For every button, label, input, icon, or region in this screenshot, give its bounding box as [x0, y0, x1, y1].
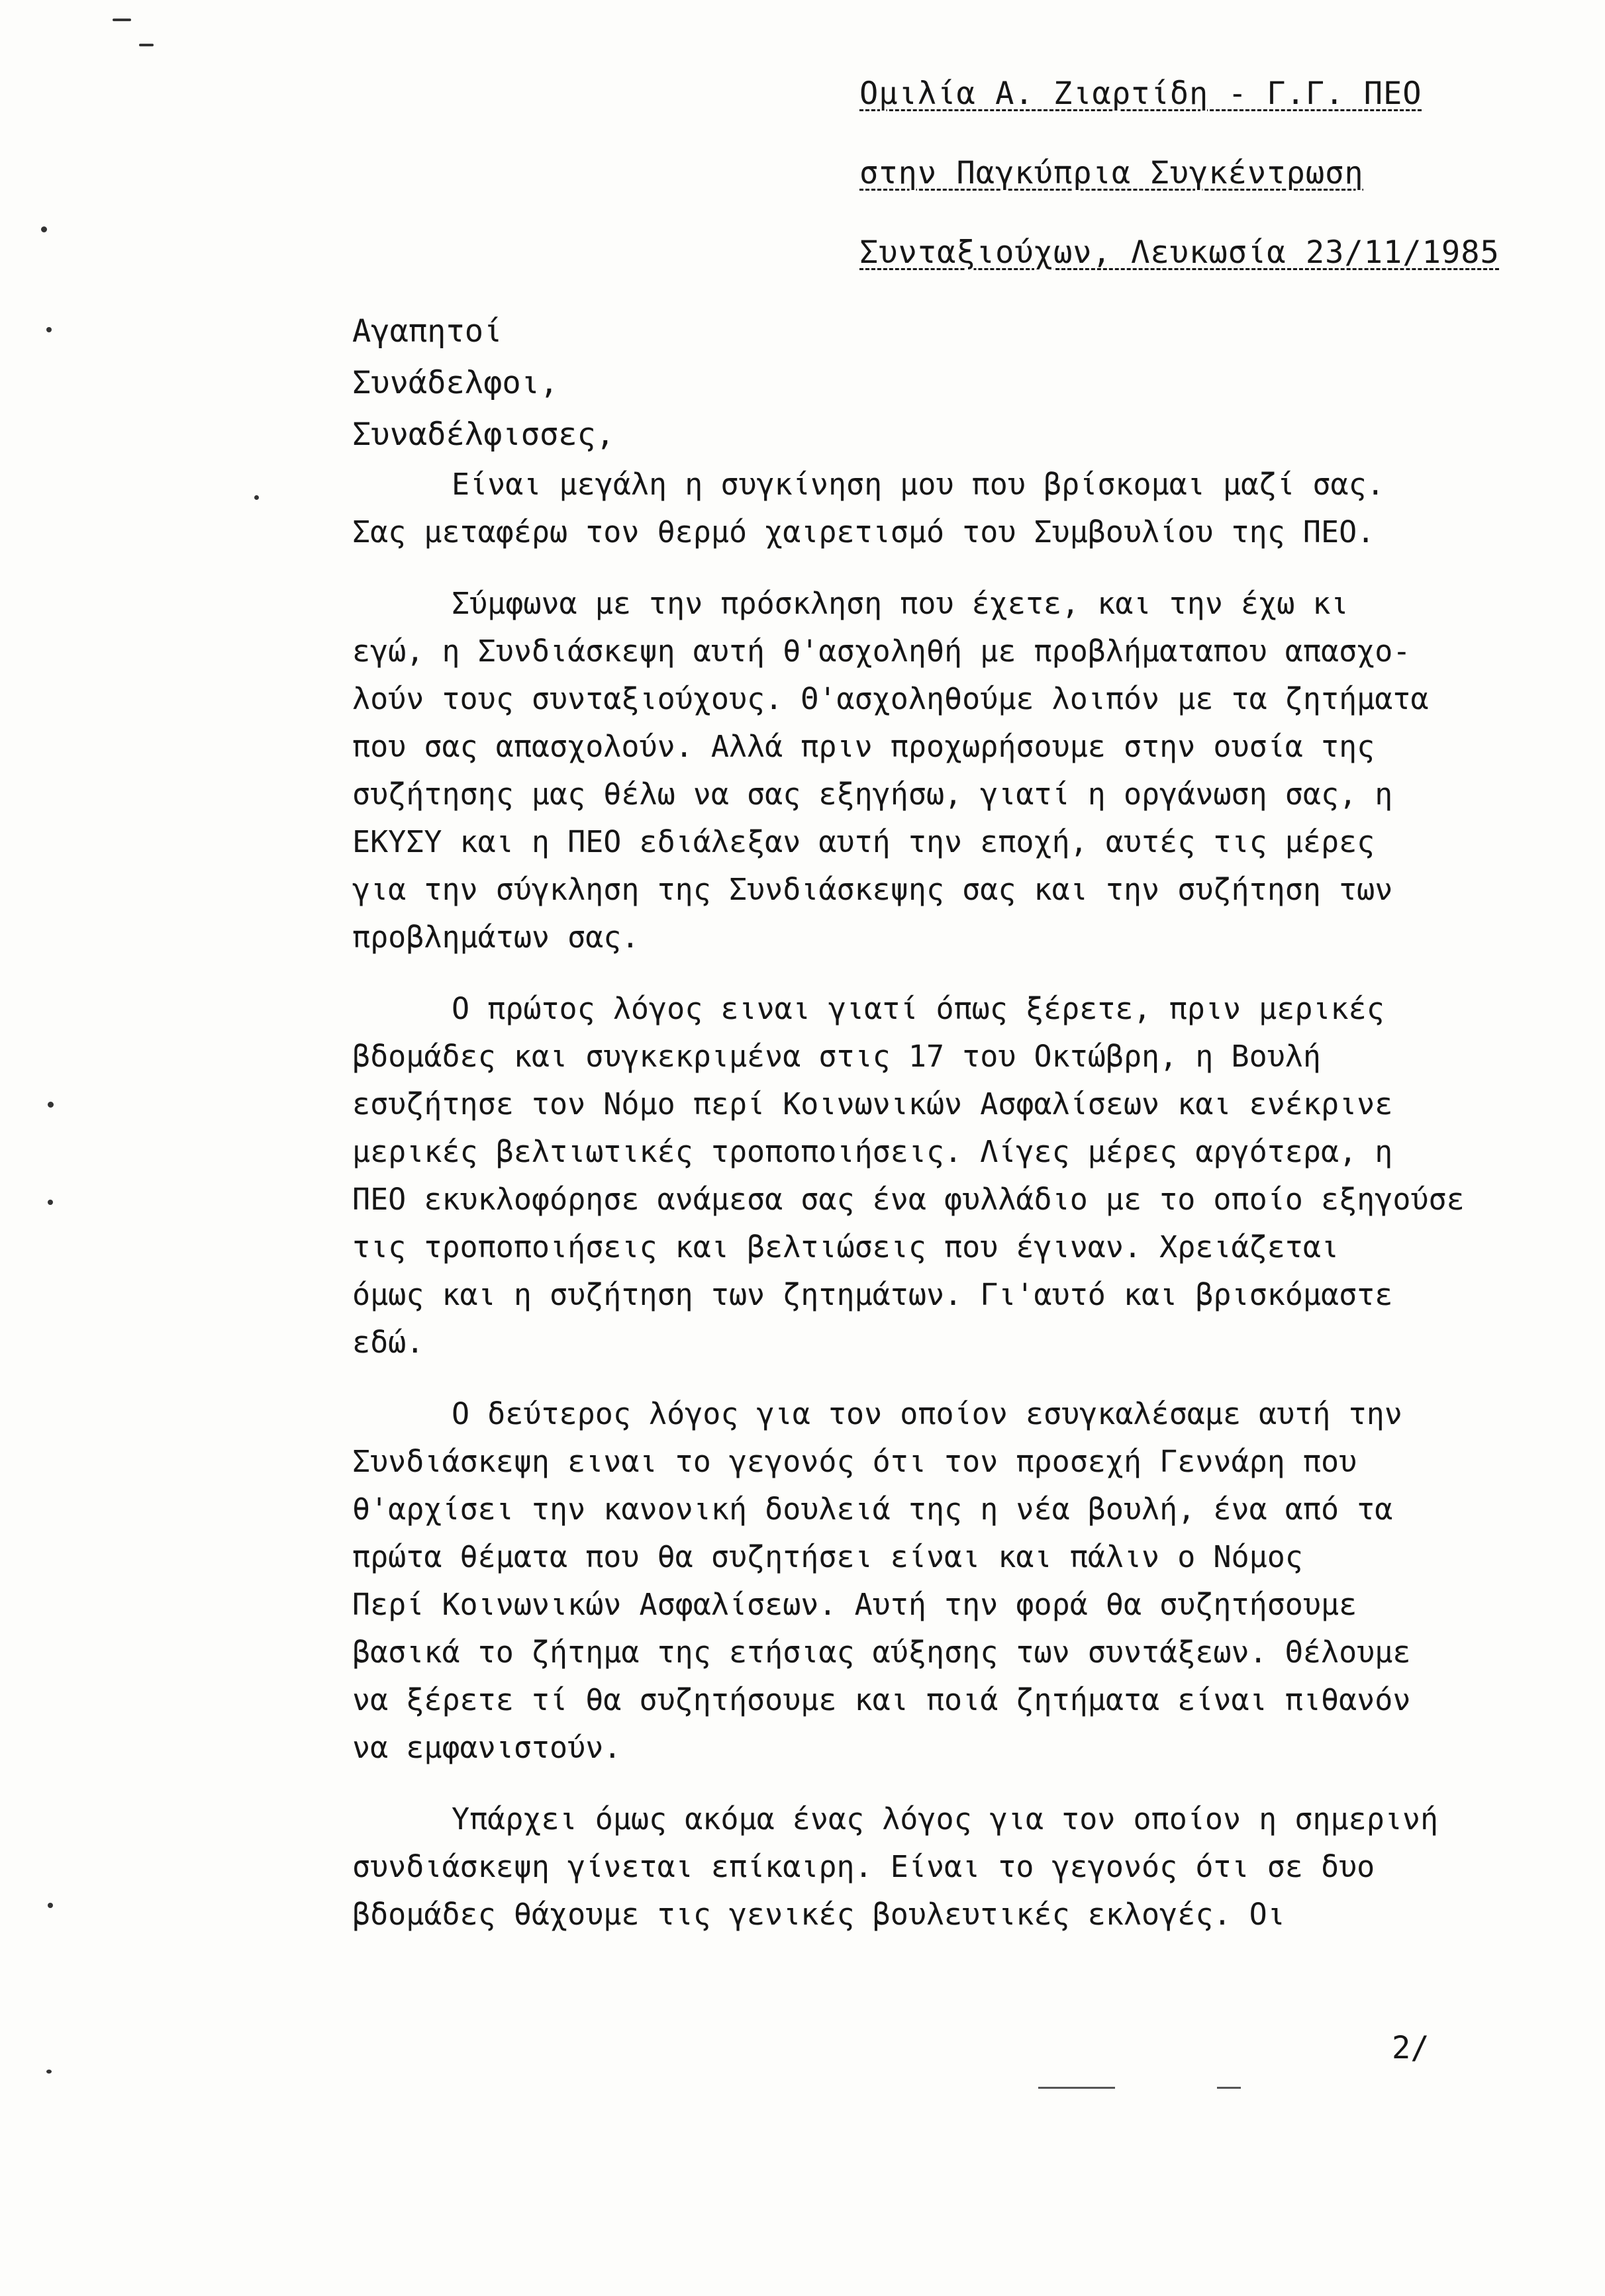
- salutation-line: Συνάδελφοι,: [352, 365, 559, 401]
- salutation: [352, 306, 614, 461]
- footer-dash-mark: [1038, 2087, 1115, 2089]
- text-line: Υπάρχει όμως ακόμα ένας λόγος για τον οποίον η σημερινή: [452, 1801, 1439, 1837]
- text-line: συζήτησης μας θέλω να σας εξηγήσω, γιατί η οργάνωση σας, η: [352, 777, 1393, 812]
- text-line: θ'αρχίσει την κανονική δουλειά της η νέα βουλή, ένα από τα: [352, 1492, 1393, 1527]
- text-line: εδώ.: [352, 1325, 424, 1360]
- text-line: να εμφανιστούν.: [352, 1730, 622, 1765]
- text-line: τις τροποποιήσεις και βελτιώσεις που έγιναν. Χρειάζεται: [352, 1229, 1339, 1265]
- text-line: ΕΚΥΣΥ και η ΠΕΟ εδιάλεξαν αυτή την εποχή, αυτές τις μέρες: [352, 824, 1375, 859]
- text-line: εσυζήτησε τον Νόμο περί Κοινωνικών Ασφαλίσεων και ενέκρινε: [352, 1086, 1393, 1122]
- text-line: Συνδιάσκεψη ειναι το γεγονός ότι τον προσεχή Γεννάρη που: [352, 1444, 1357, 1479]
- scan-speck: [48, 1200, 53, 1205]
- text-line: όμως και η συζήτηση των ζητημάτων. Γι'αυτό και βρισκόμαστε: [352, 1277, 1393, 1312]
- text-line: να ξέρετε τί θα συζητήσουμε και ποιά ζητήματα είναι πιθανόν: [352, 1682, 1411, 1717]
- text-line: Είναι μεγάλη η συγκίνηση μου που βρίσκομαι μαζί σας.: [452, 467, 1385, 502]
- text-line: Σας μεταφέρω τον θερμό χαιρετισμό του Συμβουλίου της ΠΕΟ.: [352, 514, 1375, 550]
- scan-speck: [139, 44, 154, 46]
- footer-dash-mark: [1217, 2087, 1241, 2089]
- scan-speck: [41, 226, 47, 232]
- text-line: προβλημάτων σας.: [352, 920, 640, 955]
- text-line: βασικά το ζήτημα της ετήσιας αύξησης των συντάξεων. Θέλουμε: [352, 1635, 1411, 1670]
- scan-speck: [48, 1102, 54, 1108]
- text-line: εγώ, η Συνδιάσκεψη αυτή θ'ασχοληθή με προβλήματαπου απασχο-: [352, 634, 1411, 669]
- paragraph: [352, 461, 1564, 556]
- speech-body: [352, 461, 1564, 1962]
- text-line: βδομάδες και συγκεκριμένα στις 17 του Οκτώβρη, η Βουλή: [352, 1039, 1321, 1074]
- text-line: μερικές βελτιωτικές τροποποιήσεις. Λίγες μέρες αργότερα, η: [352, 1134, 1393, 1169]
- page-number: 2/: [1392, 2030, 1430, 2066]
- header-event-line: στην Παγκύπρια Συγκέντρωση: [859, 155, 1364, 191]
- scan-speck: [113, 19, 131, 21]
- text-line: Ο δεύτερος λόγος για τον οποίον εσυγκαλέσαμε αυτή την: [452, 1396, 1402, 1431]
- paragraph: [352, 1390, 1564, 1772]
- text-line: ΠΕΟ εκυκλοφόρησε ανάμεσα σας ένα φυλλάδιο με το οποίο εξηγούσε: [352, 1182, 1465, 1217]
- text-line: Σύμφωνα με την πρόσκληση που έχετε, και την έχω κι: [452, 586, 1349, 621]
- salutation-line: Συναδέλφισσες,: [352, 416, 615, 453]
- scan-speck: [48, 1903, 53, 1908]
- header-title-line: Ομιλία Α. Ζιαρτίδη - Γ.Γ. ΠΕΟ: [859, 75, 1422, 112]
- text-line: συνδιάσκεψη γίνεται επίκαιρη. Είναι το γεγονός ότι σε δυο: [352, 1849, 1375, 1884]
- salutation-line: Αγαπητοί: [352, 313, 503, 350]
- paragraph: [352, 580, 1564, 961]
- text-line: που σας απασχολούν. Αλλά πριν προχωρήσουμε στην ουσία της: [352, 729, 1375, 764]
- document-header: [859, 75, 1588, 316]
- text-line: για την σύγκληση της Συνδιάσκεψης σας και την συζήτηση των: [352, 872, 1393, 907]
- scan-speck: [46, 327, 52, 332]
- scan-speck: [254, 495, 259, 500]
- scan-speck: [46, 2070, 52, 2074]
- text-line: βδομάδες θάχουμε τις γενικές βουλευτικές εκλογές. Οι: [352, 1897, 1285, 1932]
- paragraph: [352, 985, 1564, 1366]
- text-line: Ο πρώτος λόγος ειναι γιατί όπως ξέρετε, πριν μερικές: [452, 991, 1385, 1026]
- paragraph: [352, 1795, 1564, 1938]
- text-line: λούν τους συνταξιούχους. Θ'ασχοληθούμε λοιπόν με τα ζητήματα: [352, 681, 1429, 716]
- text-line: πρώτα θέματα που θα συζητήσει είναι και πάλιν ο Νόμος: [352, 1539, 1303, 1574]
- text-line: Περί Κοινωνικών Ασφαλίσεων. Αυτή την φορά θα συζητήσουμε: [352, 1587, 1357, 1622]
- header-date-line: Συνταξιούχων, Λευκωσία 23/11/1985: [859, 234, 1500, 271]
